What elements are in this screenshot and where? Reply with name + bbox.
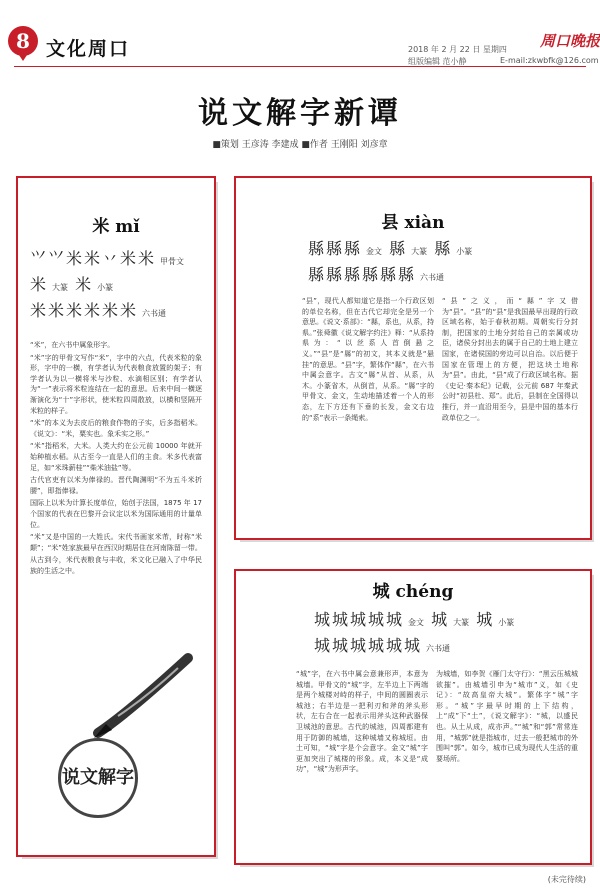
paragraph: 古代官吏有以米为俸禄的。晋代陶渊明“不为五斗米折腰”，即指俸禄。: [30, 476, 202, 495]
page-number-badge: [8, 26, 38, 56]
glyph-set: 縣: [434, 239, 453, 258]
paragraph: 国际上以米为计算长度单位，始创于法国，1875 年 17 个国家的代表在巴黎开会议定以米为国际通用的计量单位。: [30, 499, 202, 529]
xian-bronze-glyphs: [308, 236, 472, 259]
paragraph: “米”，在六书中属象形字。: [30, 341, 115, 349]
panel-mi-title: 米 mǐ: [92, 217, 140, 237]
panel-cheng: [234, 569, 592, 865]
mi-liushutong-glyphs: [30, 298, 166, 321]
mi-oracle-glyphs: [30, 246, 184, 269]
mi-seal-glyphs: [30, 272, 113, 295]
paragraph: 从古到今，米代表粮食与丰收，米文化已融入了中华民族的生活之中。: [30, 556, 202, 575]
script-label: 大篆: [52, 283, 69, 292]
glyph-set: 城: [431, 610, 450, 629]
contact-email: E-mail:zkwbfk@126.com: [500, 56, 599, 65]
cheng-bronze-glyphs: [314, 607, 514, 630]
panel-xian: [234, 176, 592, 540]
panel-cheng-title: 城 chéng: [372, 582, 454, 602]
xian-liushutong-glyphs: [308, 262, 444, 285]
glyph-set: 米米米米米米: [30, 301, 139, 320]
fountain-pen-illustration: [88, 638, 198, 748]
pen-icon: [88, 638, 198, 748]
panel-xian-title: 县 xiàn: [381, 213, 445, 233]
script-label: 小篆: [498, 618, 515, 627]
glyph-set: 城: [476, 610, 495, 629]
paragraph: “米”字的甲骨文写作“米”，字中的六点，代表米粒的象形，字中的一横，有学者认为代表粮食放置的架子；有学者认为以一横将米与沙粒、水滴相区别；有学者认为“一”表示将米粒连结在一起的意思。后来中间一横逐渐演化为“十”字形状，使米粒四周散放，以横和竖隔开米粒的样子。: [30, 353, 202, 415]
issue-date: 2018 年 2 月 22 日 星期四: [408, 45, 507, 54]
panel-xian-col2: “县”之义，而“縣”字又借为“县”。“县”的“县”是我国最早出现的行政区域名称，始于春秋初期。周朝实行分封制，把国家的土地分封给自己的亲属或功臣，诸侯分封出去的属于自己的土地上建立国家，在诸侯国的旁边可以自治。以后便于国家在管理上的方便，把这块土地称为“县”。由此，“县”成了行政区域名称。据《史记·秦本纪》记载，公元前 687 年秦武公时“初县杜、郑”。此后，县制在全国得以推行，并一直沿用至今，县是中国的基本行政单位之一。: [442, 297, 578, 422]
glyph-set: ⺍⺍米米丷米米: [30, 249, 157, 268]
script-label: 金文: [408, 618, 425, 627]
script-label: 六书通: [426, 644, 451, 653]
article-credits: ■策划 王彦涛 李建成 ■作者 王刚阳 刘彦章: [212, 140, 388, 150]
paragraph: “米”的本义为去皮后的粮食作物的子实，后多指稻米。《说文》：“米，粟实也。象禾实之形。”: [30, 419, 202, 438]
newspaper-logo: 周口晚报: [540, 32, 600, 50]
section-title: 文化周口: [46, 38, 131, 60]
glyph-set: 縣縣縣: [308, 239, 363, 258]
glyph-set: 米: [30, 275, 49, 294]
script-label: 甲骨文: [160, 257, 185, 266]
continued-note: (未完待续): [547, 875, 586, 884]
glyph-set: 縣縣縣縣縣縣: [308, 265, 417, 284]
calligraphy-seal: 说文解字: [58, 738, 138, 818]
paragraph: “米”指稻米，大米。人类大约在公元前 10000 年就开始种植水稻。从古至今一直是人们的主食。米多代表富足，如“米珠薪桂”“柴米油盐”等。: [30, 442, 202, 472]
glyph-set: 米: [75, 275, 94, 294]
script-label: 六书通: [420, 273, 445, 282]
script-label: 六书通: [142, 309, 167, 318]
glyph-set: 縣: [389, 239, 408, 258]
script-label: 大篆: [453, 618, 470, 627]
paragraph: “米”又是中国的一大姓氏。宋代书画家米芾，时称“米颠”；“米”姓家族最早在西汉时期居住在河南陈留一带。: [30, 533, 202, 552]
page-number: 8: [16, 29, 30, 53]
layout-editor: 组版编辑 范小静: [408, 57, 467, 66]
script-label: 小篆: [456, 247, 473, 256]
header-rule: [14, 66, 586, 67]
glyph-set: 城城城城城城: [314, 636, 423, 655]
script-label: 金文: [366, 247, 383, 256]
cheng-liushutong-glyphs: [314, 633, 450, 656]
script-label: 小篆: [97, 283, 114, 292]
panel-xian-col1: “县”，现代人都知道它是指一个行政区划的单位名称，但在古代它却完全是另一个意思。《说文·系部》：“縣，系也，从系，持県。”张舜徽《说文解字约注》释：“从系持県为：“以丝系人首倒悬之义。”“县”是“縣”的初文，其本义就是“悬挂”的意思。“县”字，繁体作“縣”，在六书中属会意字。古文“縣”从首、从系，从木。小篆省木，从倒首，从系。“縣”字的甲骨文、金文，生动地描述着一个人的形态，左下方还有下垂的长发，金文右边的“系”表示一条绳索。: [302, 297, 434, 422]
panel-mi-body: [30, 340, 202, 680]
panel-cheng-col2: 为城墙，如李贺《雁门太守行》：“黑云压城城欲摧”。由城墙引申为“城市”义，如《史记》：“故高皇帝大城”。繁体字“城”字形。“城”字最早时期的上下结构，上“成”下“土”，《说文解字》：“城，以盛民也。从土从成，成亦声。”“城”和“郭”常常连用，“城郭”就是指城市，过去一般把城市的外围叫“郭”。如今，城市已成为现代人生活的重要场所。: [436, 670, 578, 763]
glyph-set: 城城城城城: [314, 610, 405, 629]
script-label: 大篆: [411, 247, 428, 256]
article-title: 说文解字新谭: [198, 96, 402, 131]
panel-mi: [16, 176, 216, 857]
panel-cheng-col1: “城”字，在六书中属会意兼形声，本意为城墙。甲骨文的“城”字，左半边上下两端是两个城楼对峙的样子，中间的圆圈表示城池；右半边是一把利刃和斧的斧头形状，左右合在一起表示用斧头这种武器保卫城池的意思。古代的城池，四周都建有用于防御的城墙，这种城墙又称城垣。由土可知，“城”字是个会意字。金文“城”字更加突出了城楼的形象。成，本义是“成功”，“城”为形声字。: [296, 670, 428, 774]
